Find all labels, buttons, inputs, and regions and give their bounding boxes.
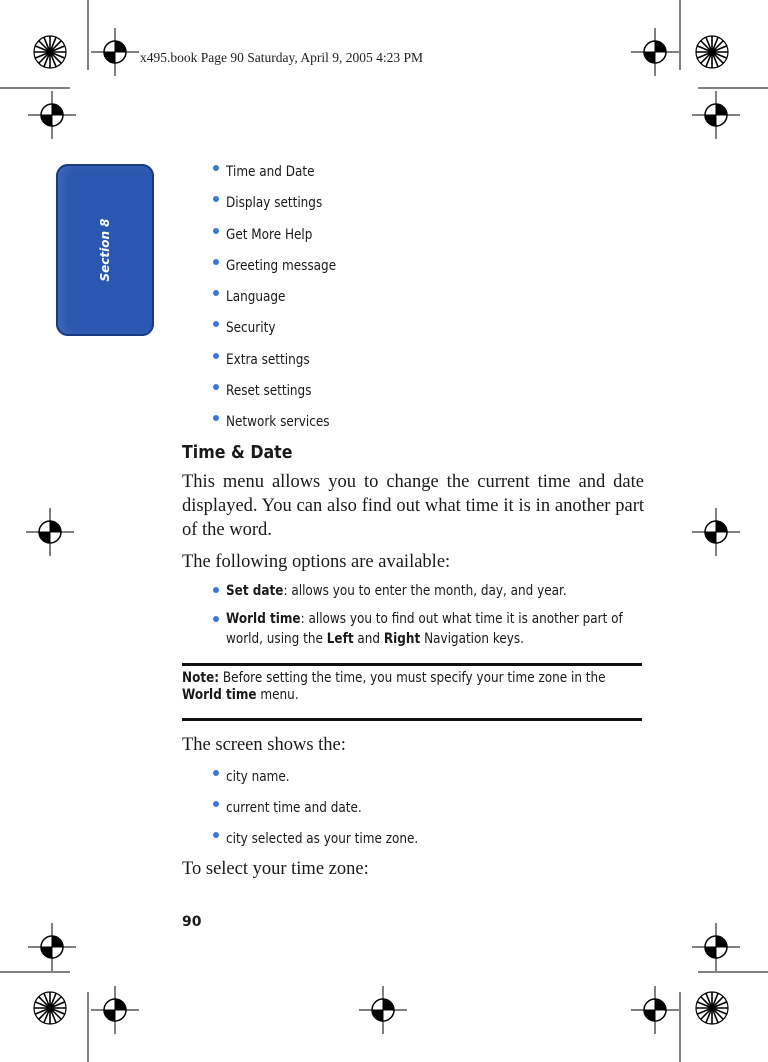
list-item: Display settings: [182, 189, 644, 220]
section-tab: [56, 164, 154, 336]
section-tab-label: Section 8: [98, 218, 112, 282]
list-item: current time and date.: [182, 794, 644, 825]
list-item: [182, 580, 644, 601]
bullet-icon: [213, 353, 219, 359]
page-content: [182, 158, 644, 889]
bullet-icon: [213, 801, 219, 807]
bullet-icon: [213, 321, 219, 327]
note-menu-name: World time: [182, 686, 257, 703]
bullet-icon: [213, 616, 219, 622]
bullet-icon: [213, 290, 219, 296]
left-key-label: Left: [326, 630, 354, 647]
select-lead: To select your time zone:: [182, 858, 369, 879]
note-box: [182, 663, 642, 721]
options-lead: The following options are available:: [182, 551, 451, 572]
option-description: : allows you to enter the month, day, and year.: [283, 582, 567, 599]
list-item: Reset settings: [182, 377, 644, 408]
list-item: city selected as your time zone.: [182, 825, 644, 856]
bullet-icon: [213, 228, 219, 234]
bullet-icon: [213, 165, 219, 171]
option-term: World time: [226, 610, 301, 627]
page-number: 90: [182, 914, 202, 930]
options-list: [182, 580, 644, 649]
screen-lead: The screen shows the:: [182, 734, 346, 755]
list-item: Time and Date: [182, 158, 644, 189]
print-header: x495.book Page 90 Saturday, April 9, 2005 4:23 PM: [140, 50, 423, 65]
option-description: and: [353, 630, 384, 647]
list-item: Get More Help: [182, 221, 644, 252]
menu-item-list: [182, 158, 644, 440]
intro-paragraph: This menu allows you to change the current time and date displayed. You can also find out what time it is in another part of the word.: [182, 471, 644, 540]
option-term: Set date: [226, 582, 284, 599]
list-item: [182, 609, 644, 649]
note-text: Before setting the time, you must specify your time zone in the: [219, 669, 606, 686]
bullet-icon: [213, 384, 219, 390]
bullet-icon: [213, 259, 219, 265]
list-item: Greeting message: [182, 252, 644, 283]
bullet-icon: [213, 832, 219, 838]
option-description: Navigation keys.: [420, 630, 525, 647]
list-item: city name.: [182, 763, 644, 794]
note-text: menu.: [256, 686, 299, 703]
list-item: Security: [182, 314, 644, 345]
list-item: Language: [182, 283, 644, 314]
right-key-label: Right: [383, 630, 421, 647]
list-item: Extra settings: [182, 346, 644, 377]
bullet-icon: [213, 415, 219, 421]
option-description: : allows you to find out what time it is another part of world, using the: [226, 610, 623, 647]
bullet-icon: [213, 196, 219, 202]
note-label: Note:: [182, 669, 220, 686]
list-item: Network services: [182, 408, 644, 439]
screen-items-list: [182, 763, 644, 857]
section-heading: Time & Date: [182, 441, 293, 463]
bullet-icon: [213, 587, 219, 593]
bullet-icon: [213, 770, 219, 776]
